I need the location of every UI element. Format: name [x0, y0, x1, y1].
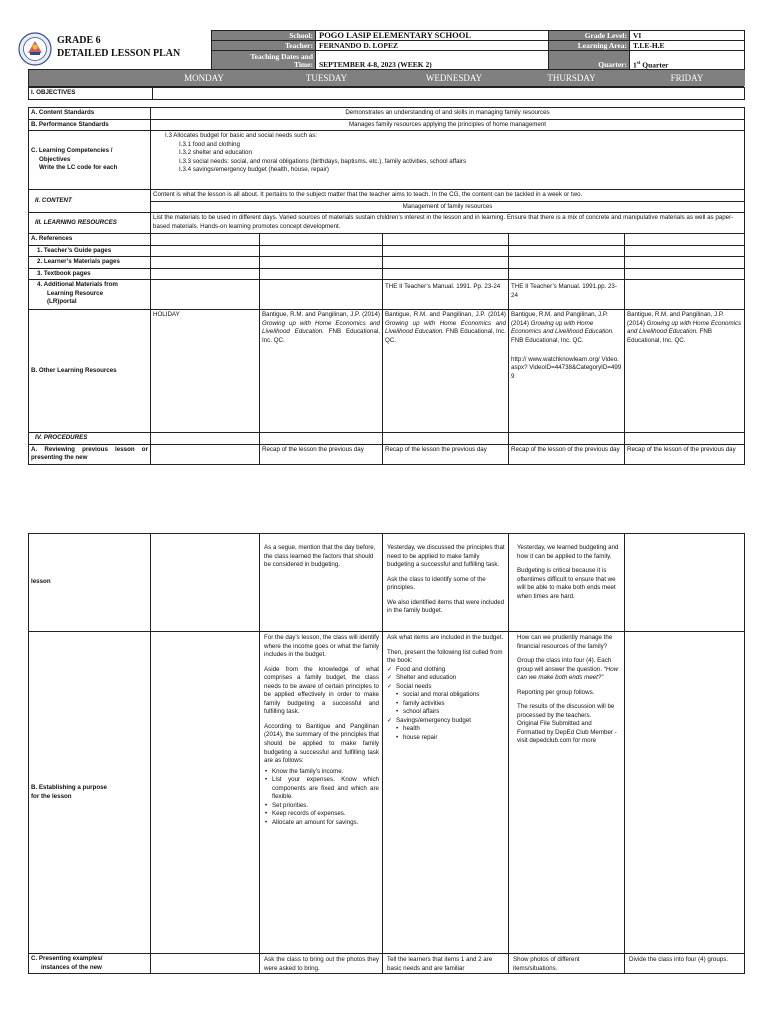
citation-publisher: FNB Educational, Inc. QC.: [385, 328, 506, 345]
dates-label-line-2: Time:: [293, 59, 313, 69]
purpose-label-line-2: for the lesson: [31, 792, 72, 800]
cell: [260, 245, 383, 257]
content-topic: Management of family resources: [402, 202, 493, 210]
lesson-label: lesson: [29, 534, 151, 632]
cell: [151, 268, 260, 280]
savings-list: [387, 717, 505, 726]
cell: [151, 534, 260, 632]
list-item: • social and moral obligations: [396, 691, 505, 700]
cell: [383, 245, 509, 257]
purpose-thu-p1: How can we prudently manage the financial resources of the family?: [517, 634, 613, 650]
purpose-wed-p1: Ask what items are included in the budget.: [387, 634, 504, 641]
citation-publisher: FNB Educational, Inc. QC.: [262, 328, 380, 345]
day-thursday: THURSDAY: [509, 70, 634, 86]
budget-items-list: [387, 666, 505, 692]
presenting-label-line-1: C. Presenting examples/: [31, 955, 103, 962]
additional-materials-thursday: THE II Teacher’s Manual. 1991.pp. 23-24: [509, 280, 625, 310]
day-monday: MONDAY: [155, 70, 253, 86]
learners-materials-label: 2. Learner’s Materials pages: [29, 257, 151, 269]
video-link[interactable]: http:// www.watchknowlearn.org/ Video.aspx? VideoID=44738&CategoryID=4999: [511, 355, 622, 380]
cell: [625, 245, 745, 257]
cell: [260, 268, 383, 280]
recap-tuesday: Recap of the lesson the previous day: [260, 444, 383, 464]
additional-materials-wednesday: THE II Teacher’s Manual. 1991. Pp. 23-24: [383, 280, 509, 310]
textbook-label: 3. Textbook pages: [29, 268, 151, 280]
citation-publisher: FNB Educational, Inc. QC.: [511, 337, 584, 345]
cell: [260, 234, 383, 246]
presenting-tuesday: Ask the class to bring out the photos they were asked to bring.: [260, 954, 383, 974]
quarter-label: Quarter:: [549, 51, 630, 71]
cell: [260, 280, 383, 310]
purpose-tue-p2: Aside from the knowledge of what comprises a family budget, the class needs to be aware of certain principles to be applied effectively in order to make family budgeting a successful and fulfilling task.: [264, 665, 379, 716]
review-wed-p3: We also identified items that were included in the family budget.: [387, 598, 505, 615]
content-description: Content is what the lesson is all about. It pertains to the subject matter that the teacher aims to teach. In the CG, the content can be tackled in a week or two.: [151, 190, 744, 202]
objectives-row: [28, 87, 745, 100]
review-thu-p1: Yesterday, we learned budgeting and how it can be applied to the family.: [517, 544, 619, 560]
cell: [383, 257, 509, 269]
performance-standards-value: Manages family resources applying the principles of home management: [151, 119, 745, 131]
competency-item: I.3.3 social needs: social, and moral obligations (birthdays, baptisms, etc.), family activities, school affairs: [179, 157, 467, 165]
competencies-label-line-2: Objectives: [39, 155, 71, 163]
list-item: • health: [396, 725, 505, 734]
quarter-value: [630, 51, 745, 71]
purpose-wed-p2: Then, present the following list culled from the book:: [387, 648, 503, 665]
citation-authors: Bantigue, R.M. and Pangilinan, J.P. (2014): [627, 311, 724, 327]
citation-title: Growing up with Home Economics and Livelihood Education.: [385, 319, 506, 336]
list-item: ✓ Savings/emergency budget: [387, 717, 505, 726]
citation-title: Growing up with Home Economics and Livelihood Education.: [511, 319, 614, 336]
cell: [151, 234, 260, 246]
citation-tuesday: [260, 310, 383, 433]
day-friday: FRIDAY: [629, 70, 745, 86]
content-standards-value: Demonstrates an understanding of and skills in managing family resources: [151, 108, 745, 120]
presenting-wednesday: Tell the learners that items 1 and 2 are basic needs and are familiar: [383, 954, 509, 974]
competency-item: I.3.1 food and clothing: [179, 140, 240, 148]
purpose-thu-p3: Reporting per group follows.: [517, 688, 595, 696]
grade-level-label: Grade Level:: [549, 31, 630, 41]
competency-main: I.3 Allocates budget for basic and social needs such as:: [165, 132, 318, 140]
day-tuesday: TUESDAY: [253, 70, 400, 86]
quarter-word: Quarter: [640, 60, 669, 70]
citation-authors: Bantigue, R.M. and Pangilinan, J.P. (2014): [511, 311, 608, 327]
list-item: ✓ Food and clothing: [387, 666, 505, 675]
list-item: • school affairs: [396, 708, 505, 717]
cell: [625, 268, 745, 280]
recap-thursday: Recap of the lesson of the previous day: [509, 444, 625, 464]
teacher-label: Teacher:: [212, 41, 316, 51]
review-wed-p1: Yesterday, we discussed the principles that need to be applied to make family budgeting a successful and fulfilling task.: [387, 544, 505, 569]
competencies-value: [151, 131, 745, 190]
reviewing-label: A. Reviewing previous lesson or presenting the new: [29, 444, 151, 464]
other-resources-label: B. Other Learning Resources: [29, 310, 151, 433]
dates-label-line-1: Teaching Dates and: [250, 51, 313, 61]
citation-wednesday: [383, 310, 509, 433]
content-value: [151, 190, 745, 213]
cell: [383, 268, 509, 280]
list-item: • Know the family’s income.: [264, 768, 379, 777]
purpose-thursday: [509, 632, 625, 954]
recap-wednesday: Recap of the lesson the previous day: [383, 444, 509, 464]
cell: [625, 632, 745, 954]
cell: [625, 257, 745, 269]
learning-area-value: T.LE-H.E: [630, 41, 745, 51]
additional-materials-label: [29, 280, 151, 310]
additional-materials-line-3: (LR)portal: [47, 298, 77, 306]
cell: [151, 444, 260, 464]
cell: [383, 433, 509, 445]
cell: [625, 280, 745, 310]
cell: [625, 534, 745, 632]
presenting-thursday: Show photos of different items/situations.: [509, 954, 625, 974]
objectives-label: I. OBJECTIVES: [29, 88, 153, 100]
principles-list: [264, 768, 379, 828]
procedures-table-continued: [28, 533, 745, 974]
citation-title: Growing up with Home Economics and Livelihood Education.: [262, 319, 380, 336]
purpose-tue-p3: According to Bantigue and Pangilinan (2014), the summary of the principles that should be applied to make family budgeting a successful and fulfilling task are as follows:: [264, 722, 379, 765]
content-label: II. CONTENT: [29, 190, 151, 213]
savings-sub-list: [387, 725, 505, 742]
resources-description: List the materials to be used in different days. Varied sources of materials sustain children’s interest in the lesson and in learning. Ensure that there is a mix of concrete and manipulative materials as well as paper-based materials. Hands-on learning promotes concept development.: [151, 213, 745, 234]
grade-level-value: VI: [630, 31, 745, 41]
purpose-thu-p4: The results of the discussion will be processed by the teachers.: [517, 703, 615, 719]
quarter-number: 1: [633, 60, 637, 70]
dates-value: SEPTEMBER 4-8, 2023 (WEEK 2): [316, 51, 549, 71]
cell: [260, 433, 383, 445]
list-item: • house repair: [396, 734, 505, 743]
competencies-label-line-1: C. Learning Competencies /: [31, 147, 113, 155]
purpose-thu-p2-text: Group the class into four (4). Each group will answer the question.: [517, 657, 612, 673]
cell: [509, 234, 625, 246]
social-needs-list: [387, 691, 505, 717]
citation-authors: Bantigue, R.M. and Pangilinan, J.P. (2014): [262, 311, 380, 319]
citation-authors: Bantigue, R.M. and Pangilinan, J.P. (2014): [385, 311, 506, 319]
review-thu-p2: Budgeting is critical because it is oftentimes difficult to ensure that we will be able to make both ends meet when times are hard.: [517, 567, 616, 600]
list-item: ✓ Shelter and education: [387, 674, 505, 683]
cell: [260, 257, 383, 269]
citation-friday: [625, 310, 745, 433]
additional-materials-line-1: 4. Additional Materials from: [37, 281, 118, 289]
list-item: ✓ Social needs: [387, 683, 505, 692]
competencies-label-line-3: Write the LC code for each: [39, 164, 118, 172]
list-item: • Allocate an amount for savings.: [264, 819, 379, 828]
review-wednesday: [383, 534, 509, 632]
additional-materials-line-2: Learning Resource: [47, 289, 104, 297]
presenting-label: [29, 954, 151, 974]
cell: [625, 433, 745, 445]
list-item: • List your expenses. Know which components are fixed and which are flexible.: [264, 776, 379, 802]
day-wednesday: WEDNESDAY: [384, 70, 524, 86]
school-value: POGO LASIP ELEMENTARY SCHOOL: [316, 31, 549, 41]
teacher-value: FERNANDO D. LOPEZ: [316, 41, 549, 51]
citation-title: Growing up with Home Economics and Livelihood Education.: [627, 319, 742, 336]
content-standards-label: A. Content Standards: [29, 108, 151, 120]
resources-label: III. LEARNING RESOURCES: [29, 213, 151, 234]
list-item: • Keep records of expenses.: [264, 810, 379, 819]
purpose-label-line-1: B. Establishing a purpose: [31, 783, 107, 791]
competency-item: I.3.2 shelter and education: [179, 149, 252, 157]
presenting-label-line-2: instances of the new: [41, 963, 102, 971]
grade-title: GRADE 6: [57, 35, 101, 46]
cell: [151, 632, 260, 954]
cell: [625, 234, 745, 246]
recap-friday: Recap of the lesson of the previous day: [625, 444, 745, 464]
purpose-label: [29, 632, 151, 954]
cell: [509, 257, 625, 269]
citation-thursday: [509, 310, 625, 433]
segue-tuesday: As a segue, mention that the day before, the class learned the factors that should be considered in budgeting.: [260, 534, 383, 632]
school-label: School:: [212, 31, 316, 41]
review-thursday: [509, 534, 625, 632]
teachers-guide-label: 1. Teacher’s Guide pages: [29, 245, 151, 257]
purpose-tuesday: [260, 632, 383, 954]
quarter-ordinal: st: [636, 60, 641, 66]
presenting-friday: Divide the class into four (4) groups.: [625, 954, 745, 974]
purpose-thu-question: “How can we make both ends meet?”: [517, 665, 619, 682]
lesson-plan-title: DETAILED LESSON PLAN: [57, 48, 181, 59]
references-label: A. References: [29, 234, 151, 246]
cell: [509, 433, 625, 445]
performance-standards-label: B. Performance Standards: [29, 119, 151, 131]
list-item: • Set priorities.: [264, 802, 379, 811]
purpose-wednesday: [383, 632, 509, 954]
procedures-label: IV. PROCEDURES: [29, 433, 151, 445]
days-header-bar: [28, 69, 744, 87]
purpose-thu-p2: [517, 657, 621, 683]
header-info-table: [211, 30, 745, 71]
learning-area-label: Learning Area:: [549, 41, 630, 51]
review-wed-p2: Ask the class to identify some of the principles.: [387, 575, 486, 592]
cell: [383, 234, 509, 246]
cell: [151, 257, 260, 269]
list-item: • family activities: [396, 700, 505, 709]
citation-publisher: FNB Educational, Inc. QC.: [627, 328, 712, 345]
cell: [509, 268, 625, 280]
depedclub-note: Original File Submitted and Formatted by DepEd Club Member - visit depedclub.com for more: [517, 720, 617, 745]
purpose-tue-p1: For the day’s lesson, the class will identify where the income goes or what the family includes in the budget.: [264, 634, 379, 659]
cell: [509, 245, 625, 257]
competency-item: I.3.4 savings/emergency budget (health, house, repair): [179, 166, 329, 174]
cell: [151, 433, 260, 445]
dates-label: [212, 51, 316, 71]
deped-seal-icon: [18, 32, 52, 66]
cell: [151, 280, 260, 310]
competencies-label: [29, 131, 151, 190]
monday-holiday: HOLIDAY: [151, 310, 260, 433]
cell: [151, 954, 260, 974]
objectives-cell: [153, 88, 745, 100]
lesson-plan-table: [28, 107, 745, 465]
cell: [151, 245, 260, 257]
